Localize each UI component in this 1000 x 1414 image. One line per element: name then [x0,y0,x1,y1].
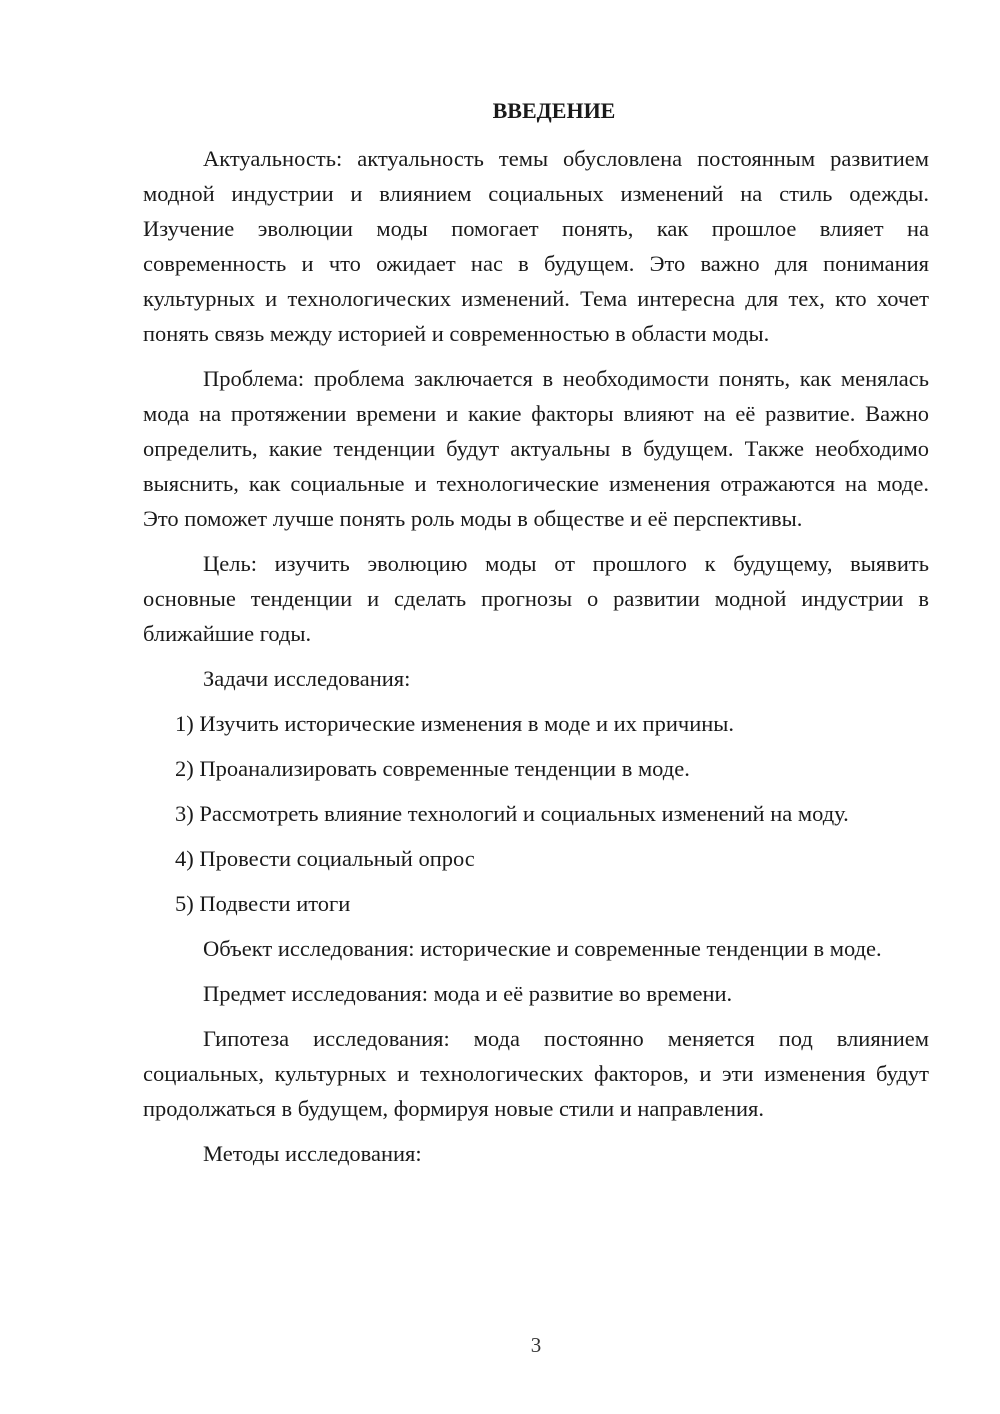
page-number: 3 [530,1333,542,1357]
tasks-heading: Задачи исследования: [203,666,411,691]
methods-heading: Методы исследования: [203,1141,422,1166]
paragraph-relevance: Актуальность: актуальность темы обусловлена постоянным развитием модной индустрии и влиянием социальных изменений на стиль одежды. Изучение эволюции моды помогает понять, как прошлое влияет на современность и что ожидает нас в будущем. Это важно для понимания культурных и технологических изменений. Тема интересна для тех, кто хочет понять связь между историей и современностью в области моды. [143,146,929,346]
list-item-task-3: 3) Рассмотреть влияние технологий и социальных изменений на моду. [175,801,849,826]
paragraph-object: Объект исследования: исторические и современные тенденции в моде. [203,936,882,961]
paragraph-problem: Проблема: проблема заключается в необходимости понять, как менялась мода на протяжении времени и какие факторы влияют на её развитие. Важно определить, какие тенденции будут актуальны в будущем. Также необходимо выяснить, как социальные и технологические изменения отражаются на моде. Это поможет лучше понять роль моды в обществе и её перспективы. [143,366,929,531]
paragraph-hypothesis: Гипотеза исследования: мода постоянно меняется под влиянием социальных, культурных и технологических факторов, и эти изменения будут продолжаться в будущем, формируя новые стили и направления. [143,1026,929,1121]
list-item-task-1: 1) Изучить исторические изменения в моде и их причины. [175,711,735,736]
list-item-task-2: 2) Проанализировать современные тенденции в моде. [175,756,690,781]
page-title: ВВЕДЕНИЕ [492,98,616,123]
list-item-task-4: 4) Провести социальный опрос [175,846,475,871]
paragraph-goal: Цель: изучить эволюцию моды от прошлого к будущему, выявить основные тенденции и сделать прогнозы о развитии модной индустрии в ближайшие годы. [143,551,929,646]
list-item-task-5: 5) Подвести итоги [175,891,351,916]
paragraph-subject: Предмет исследования: мода и её развитие во времени. [203,981,733,1006]
